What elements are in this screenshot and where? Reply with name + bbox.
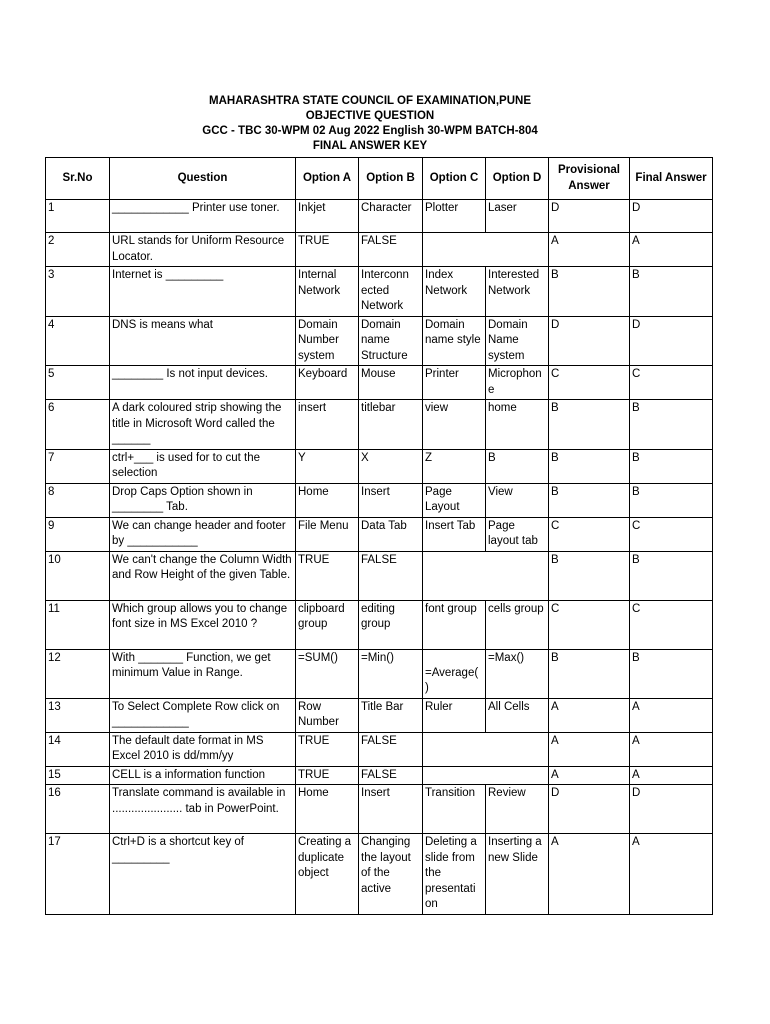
row-final: A bbox=[630, 698, 713, 732]
row-option-d: Domain Name system bbox=[486, 316, 549, 366]
row-option-c: Domain name style bbox=[423, 316, 486, 366]
col-header-provisional: Provisional Answer bbox=[549, 158, 630, 200]
row-option-a: insert bbox=[296, 400, 359, 450]
row-option-a: clipboard group bbox=[296, 600, 359, 649]
row-final: C bbox=[630, 600, 713, 649]
row-question: To Select Complete Row click on ____________ bbox=[110, 698, 296, 732]
row-final: B bbox=[630, 449, 713, 483]
row-option-d: Laser bbox=[486, 200, 549, 233]
row-question: With _______ Function, we get minimum Value in Range. bbox=[110, 649, 296, 698]
row-option-cd-empty bbox=[423, 551, 549, 600]
row-option-b: X bbox=[359, 449, 423, 483]
table-row bbox=[46, 366, 713, 400]
row-option-c: Printer bbox=[423, 366, 486, 400]
row-option-a: TRUE bbox=[296, 766, 359, 785]
row-srno: 9 bbox=[46, 517, 110, 551]
row-option-a: Inkjet bbox=[296, 200, 359, 233]
row-question: We can't change the Column Width and Row Height of the given Table. bbox=[110, 551, 296, 600]
row-provisional: C bbox=[549, 366, 630, 400]
row-option-d: Page layout tab bbox=[486, 517, 549, 551]
row-option-cd-empty bbox=[423, 732, 549, 766]
row-option-d: cells group bbox=[486, 600, 549, 649]
table-row bbox=[46, 698, 713, 732]
row-final: B bbox=[630, 483, 713, 517]
row-question: DNS is means what bbox=[110, 316, 296, 366]
row-provisional: D bbox=[549, 785, 630, 834]
row-option-a: Y bbox=[296, 449, 359, 483]
table-row bbox=[46, 267, 713, 317]
row-final: A bbox=[630, 766, 713, 785]
row-option-c: Z bbox=[423, 449, 486, 483]
row-final: B bbox=[630, 649, 713, 698]
row-srno: 4 bbox=[46, 316, 110, 366]
row-option-d: All Cells bbox=[486, 698, 549, 732]
row-srno: 6 bbox=[46, 400, 110, 450]
row-option-b: =Min() bbox=[359, 649, 423, 698]
row-final: B bbox=[630, 400, 713, 450]
row-option-b: titlebar bbox=[359, 400, 423, 450]
row-question: Drop Caps Option shown in ________ Tab. bbox=[110, 483, 296, 517]
row-option-a: Internal Network bbox=[296, 267, 359, 317]
row-option-b: FALSE bbox=[359, 233, 423, 267]
row-option-c: Index Network bbox=[423, 267, 486, 317]
table-row bbox=[46, 785, 713, 834]
document-header bbox=[0, 94, 740, 154]
row-option-a: TRUE bbox=[296, 233, 359, 267]
row-option-b: Data Tab bbox=[359, 517, 423, 551]
row-option-c: Page Layout bbox=[423, 483, 486, 517]
table-row bbox=[46, 400, 713, 450]
row-srno: 13 bbox=[46, 698, 110, 732]
row-option-c: Plotter bbox=[423, 200, 486, 233]
row-option-b: Insert bbox=[359, 483, 423, 517]
row-provisional: C bbox=[549, 600, 630, 649]
row-option-b: Domain name Structure bbox=[359, 316, 423, 366]
row-option-cd-empty bbox=[423, 766, 549, 785]
row-option-a: Home bbox=[296, 785, 359, 834]
row-option-b: Title Bar bbox=[359, 698, 423, 732]
row-option-a: Keyboard bbox=[296, 366, 359, 400]
row-option-c: font group bbox=[423, 600, 486, 649]
row-srno: 1 bbox=[46, 200, 110, 233]
col-header-option-d: Option D bbox=[486, 158, 549, 200]
row-provisional: D bbox=[549, 200, 630, 233]
row-question: Translate command is available in ...................... tab in PowerPoint. bbox=[110, 785, 296, 834]
row-provisional: A bbox=[549, 834, 630, 915]
row-option-b: Mouse bbox=[359, 366, 423, 400]
table-row bbox=[46, 483, 713, 517]
row-question: Ctrl+D is a shortcut key of _________ bbox=[110, 834, 296, 915]
row-final: D bbox=[630, 785, 713, 834]
row-option-d: Microphon e bbox=[486, 366, 549, 400]
row-final: A bbox=[630, 834, 713, 915]
row-srno: 2 bbox=[46, 233, 110, 267]
row-question: Which group allows you to change font size in MS Excel 2010 ? bbox=[110, 600, 296, 649]
row-final: A bbox=[630, 732, 713, 766]
row-option-a: Home bbox=[296, 483, 359, 517]
table-row bbox=[46, 316, 713, 366]
row-option-d: Review bbox=[486, 785, 549, 834]
row-provisional: C bbox=[549, 517, 630, 551]
row-srno: 7 bbox=[46, 449, 110, 483]
document-subtitle: OBJECTIVE QUESTION bbox=[305, 110, 435, 122]
row-option-b: Character bbox=[359, 200, 423, 233]
row-srno: 5 bbox=[46, 366, 110, 400]
row-option-b: Interconn ected Network bbox=[359, 267, 423, 317]
col-header-option-c: Option C bbox=[423, 158, 486, 200]
row-option-d: home bbox=[486, 400, 549, 450]
exam-details: GCC - TBC 30-WPM 02 Aug 2022 English 30-WPM BATCH-804 bbox=[202, 125, 538, 137]
row-srno: 14 bbox=[46, 732, 110, 766]
row-option-d: View bbox=[486, 483, 549, 517]
row-option-a: TRUE bbox=[296, 732, 359, 766]
table-row bbox=[46, 517, 713, 551]
table-row bbox=[46, 732, 713, 766]
row-provisional: B bbox=[549, 449, 630, 483]
row-question: ________ Is not input devices. bbox=[110, 366, 296, 400]
row-option-d: Inserting a new Slide bbox=[486, 834, 549, 915]
row-provisional: B bbox=[549, 483, 630, 517]
col-header-final: Final Answer bbox=[630, 158, 713, 200]
row-option-b: FALSE bbox=[359, 732, 423, 766]
table-row bbox=[46, 449, 713, 483]
row-question: We can change header and footer by ___________ bbox=[110, 517, 296, 551]
row-final: A bbox=[630, 233, 713, 267]
answer-key-table bbox=[45, 157, 713, 915]
row-srno: 15 bbox=[46, 766, 110, 785]
row-option-b: FALSE bbox=[359, 766, 423, 785]
row-provisional: B bbox=[549, 649, 630, 698]
row-srno: 10 bbox=[46, 551, 110, 600]
row-option-b: Insert bbox=[359, 785, 423, 834]
row-final: C bbox=[630, 366, 713, 400]
table-row bbox=[46, 600, 713, 649]
row-question: ctrl+___ is used for to cut the selection bbox=[110, 449, 296, 483]
row-option-a: TRUE bbox=[296, 551, 359, 600]
row-provisional: B bbox=[549, 267, 630, 317]
row-question: ____________ Printer use toner. bbox=[110, 200, 296, 233]
row-provisional: A bbox=[549, 766, 630, 785]
row-option-c: Ruler bbox=[423, 698, 486, 732]
row-option-c: Transition bbox=[423, 785, 486, 834]
table-header-row bbox=[46, 158, 713, 200]
row-option-b: Changing the layout of the active bbox=[359, 834, 423, 915]
row-srno: 16 bbox=[46, 785, 110, 834]
row-final: D bbox=[630, 316, 713, 366]
row-option-a: Creating a duplicate object bbox=[296, 834, 359, 915]
row-srno: 12 bbox=[46, 649, 110, 698]
row-provisional: A bbox=[549, 233, 630, 267]
table-row bbox=[46, 649, 713, 698]
row-question: The default date format in MS Excel 2010 is dd/mm/yy bbox=[110, 732, 296, 766]
row-srno: 8 bbox=[46, 483, 110, 517]
row-option-c: view bbox=[423, 400, 486, 450]
table-row bbox=[46, 200, 713, 233]
row-option-d: B bbox=[486, 449, 549, 483]
row-provisional: A bbox=[549, 732, 630, 766]
row-final: B bbox=[630, 267, 713, 317]
table-row bbox=[46, 551, 713, 600]
answer-key-title: FINAL ANSWER KEY bbox=[312, 140, 428, 152]
row-provisional: B bbox=[549, 551, 630, 600]
row-option-b: FALSE bbox=[359, 551, 423, 600]
row-option-d: =Max() bbox=[486, 649, 549, 698]
table-row bbox=[46, 233, 713, 267]
table-row bbox=[46, 834, 713, 915]
row-question: URL stands for Uniform Resource Locator. bbox=[110, 233, 296, 267]
row-srno: 17 bbox=[46, 834, 110, 915]
col-header-srno: Sr.No bbox=[46, 158, 110, 200]
table-row bbox=[46, 766, 713, 785]
row-option-d: Interested Network bbox=[486, 267, 549, 317]
row-option-c: =Average( ) bbox=[423, 649, 486, 698]
col-header-option-a: Option A bbox=[296, 158, 359, 200]
col-header-question: Question bbox=[110, 158, 296, 200]
council-title: MAHARASHTRA STATE COUNCIL OF EXAMINATION,PUNE bbox=[209, 95, 531, 107]
row-question: Internet is _________ bbox=[110, 267, 296, 317]
row-srno: 11 bbox=[46, 600, 110, 649]
row-provisional: A bbox=[549, 698, 630, 732]
row-provisional: B bbox=[549, 400, 630, 450]
row-question: CELL is a information function bbox=[110, 766, 296, 785]
row-option-b: editing group bbox=[359, 600, 423, 649]
table-body bbox=[46, 200, 713, 915]
col-header-option-b: Option B bbox=[359, 158, 423, 200]
row-final: B bbox=[630, 551, 713, 600]
row-option-a: File Menu bbox=[296, 517, 359, 551]
row-option-a: =SUM() bbox=[296, 649, 359, 698]
row-question: A dark coloured strip showing the title in Microsoft Word called the ______ bbox=[110, 400, 296, 450]
row-final: D bbox=[630, 200, 713, 233]
row-final: C bbox=[630, 517, 713, 551]
row-option-a: Domain Number system bbox=[296, 316, 359, 366]
row-srno: 3 bbox=[46, 267, 110, 317]
row-option-a: Row Number bbox=[296, 698, 359, 732]
row-option-cd-empty bbox=[423, 233, 549, 267]
row-provisional: D bbox=[549, 316, 630, 366]
row-option-c: Deleting a slide from the presentati on bbox=[423, 834, 486, 915]
row-option-c: Insert Tab bbox=[423, 517, 486, 551]
